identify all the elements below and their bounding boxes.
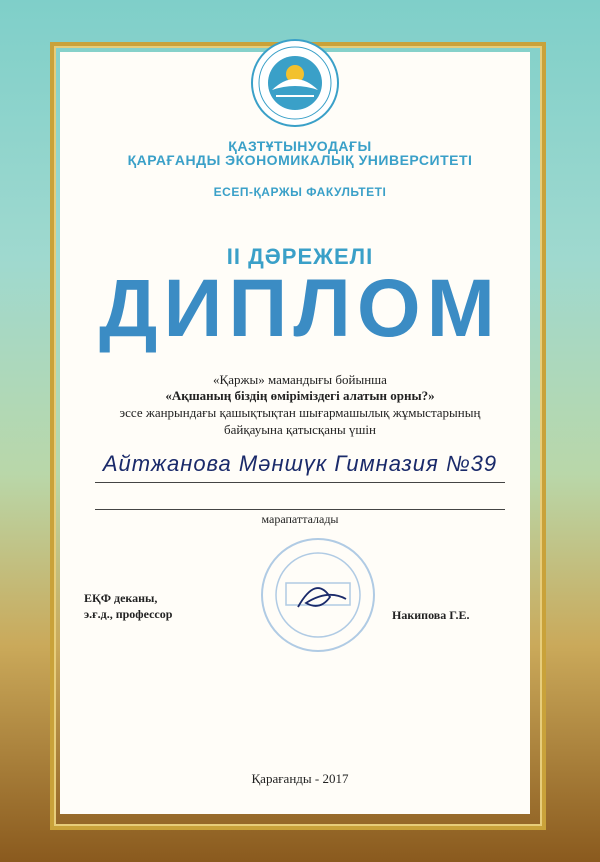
diploma-title: ДИПЛОМ [99, 263, 501, 354]
specialty-line: «Қаржы» мамандығы бойынша [213, 372, 387, 387]
dean-position: ЕҚФ деканы, [84, 591, 158, 605]
award-text: марапатталады [261, 512, 339, 526]
name-underline [95, 482, 505, 483]
place-date: Қарағанды - 2017 [251, 771, 349, 786]
union-name: ҚАЗТҰТЫНУОДАҒЫ [228, 138, 372, 154]
recipient-name: Айтжанова Мәншүк Гимназия №39 [102, 451, 498, 476]
faculty-stamp-icon [258, 535, 378, 655]
university-emblem-icon [250, 38, 340, 128]
dean-degree: э.ғ.д., профессор [84, 607, 173, 621]
essay-topic: «Ақшаның біздің өміріміздегі алатын орны?» [165, 388, 435, 403]
degree-label: II ДӘРЕЖЕЛІ [226, 244, 374, 269]
second-underline [95, 509, 505, 510]
faculty-name: ЕСЕП-ҚАРЖЫ ФАКУЛЬТЕТІ [213, 185, 387, 199]
contest-description: эссе жанрындағы қашықтықтан шығармашылық жұмыстарының [119, 405, 481, 420]
participation-line: байқауына қатысқаны үшін [223, 422, 377, 437]
university-name: ҚАРАҒАНДЫ ЭКОНОМИКАЛЫҚ УНИВЕРСИТЕТІ [127, 152, 473, 168]
dean-name: Накипова Г.Е. [392, 608, 470, 622]
